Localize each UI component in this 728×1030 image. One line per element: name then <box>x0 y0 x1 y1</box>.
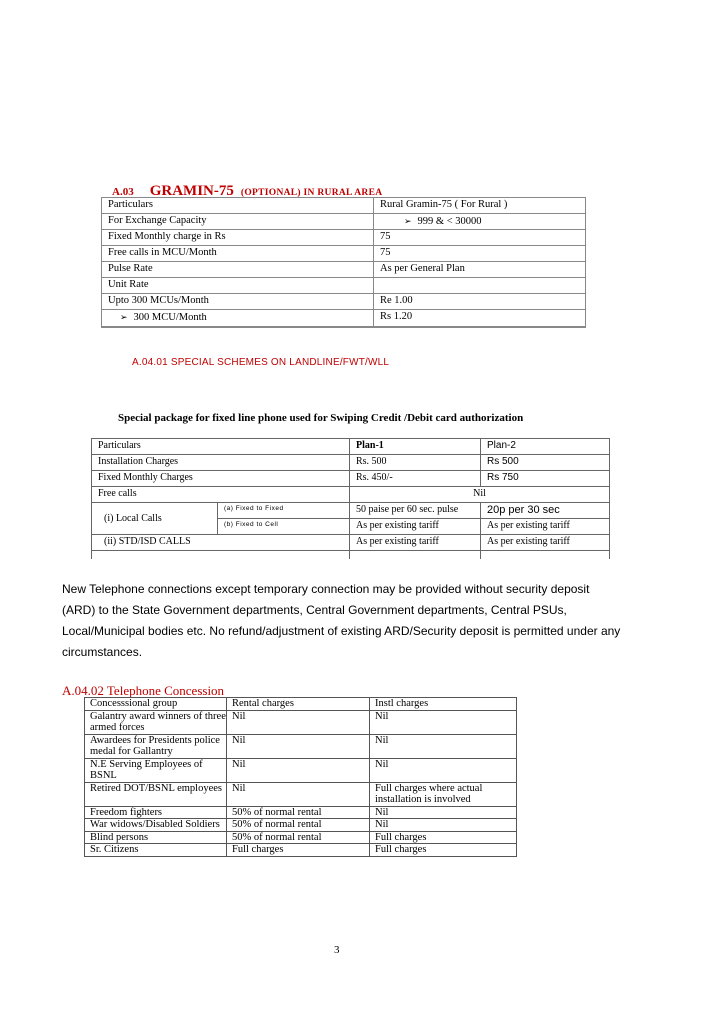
table-row <box>85 819 517 832</box>
table-cell: Full charges where actual installation is involved <box>370 782 517 806</box>
table-cell: Free calls in MCU/Month <box>102 246 374 262</box>
table-cell: (a) Fixed to Fixed <box>218 503 350 519</box>
table-cell: Plan-2 <box>481 439 610 455</box>
table-cell <box>374 278 586 294</box>
table-cell: 50% of normal rental <box>227 831 370 844</box>
table-cell: Upto 300 MCUs/Month <box>102 294 374 310</box>
section-subtitle: (OPTIONAL) IN RURAL AREA <box>240 188 383 198</box>
table-cell: Retired DOT/BSNL employees <box>85 782 227 806</box>
table-cell: Particulars <box>92 439 350 455</box>
table-row <box>92 535 610 551</box>
table-row <box>92 439 610 455</box>
table-row <box>102 294 586 310</box>
table-row <box>92 487 610 503</box>
table-cell: War widows/Disabled Soldiers <box>85 819 227 832</box>
table-cell: Fixed Monthly charge in Rs <box>102 230 374 246</box>
table-cell: Nil <box>227 710 370 734</box>
table-cell: Sr. Citizens <box>85 844 227 857</box>
table-cell: Nil <box>227 734 370 758</box>
table-row <box>102 278 586 294</box>
table-cell: Rural Gramin-75 ( For Rural ) <box>374 198 586 214</box>
table-cell: ➢ 999 & < 30000 <box>374 214 586 230</box>
table-row <box>85 782 517 806</box>
security-deposit-paragraph: New Telephone connections except temporary connection may be provided without security deposit (ARD) to the State Government departments, Central Government departments, Central PSUs, Local/Municipal bodies etc. No refund/adjustment of existing ARD/Security deposit is permitted under any circumstances. <box>62 582 621 659</box>
table-cell: 20p per 30 sec <box>481 503 610 519</box>
section-a0402-heading: A.04.02 Telephone Concession <box>62 683 225 698</box>
table-row <box>102 214 586 230</box>
table-cell: As per existing tariff <box>481 535 610 551</box>
table-cell: Nil <box>370 819 517 832</box>
table-cell <box>92 551 350 560</box>
table-cell: Nil <box>227 782 370 806</box>
table-row <box>102 310 586 328</box>
table-cell: Rs. 500 <box>350 455 481 471</box>
concession-table <box>84 697 517 857</box>
table-cell: Rs. 450/- <box>350 471 481 487</box>
table-cell: Unit Rate <box>102 278 374 294</box>
table-cell: (b) Fixed to Cell <box>218 519 350 535</box>
table-row <box>102 246 586 262</box>
arrow-bullet-icon: ➢ <box>404 216 412 226</box>
table-cell: Nil <box>227 758 370 782</box>
table-cell: Nil <box>370 758 517 782</box>
table-cell: 75 <box>374 246 586 262</box>
table-cell: Nil <box>370 806 517 819</box>
table-cell: Full charges <box>370 844 517 857</box>
table-cell: Fixed Monthly Charges <box>92 471 350 487</box>
section-code: A.03 <box>112 186 134 198</box>
table-cell: Nil <box>350 487 610 503</box>
table-cell: Free calls <box>92 487 350 503</box>
table-cell: Nil <box>370 710 517 734</box>
table-cell <box>481 551 610 560</box>
table-row <box>85 758 517 782</box>
table-row <box>92 455 610 471</box>
table-cell: Awardees for Presidents police medal for Gallantry <box>85 734 227 758</box>
table-cell: 50% of normal rental <box>227 819 370 832</box>
table-cell: Rental charges <box>227 698 370 711</box>
arrow-bullet-icon: ➢ <box>120 312 128 322</box>
table-row <box>102 198 586 214</box>
table-cell: Plan-1 <box>350 439 481 455</box>
table-cell: Re 1.00 <box>374 294 586 310</box>
table-cell: Nil <box>370 734 517 758</box>
table-cell: Full charges <box>227 844 370 857</box>
table-cell: N.E Serving Employees of BSNL <box>85 758 227 782</box>
section-name: GRAMIN-75 <box>149 183 234 199</box>
table-row <box>85 831 517 844</box>
table-row <box>85 844 517 857</box>
table-cell: (i) Local Calls <box>92 503 218 535</box>
table-cell: 50 paise per 60 sec. pulse <box>350 503 481 519</box>
table-cell: Full charges <box>370 831 517 844</box>
table-row <box>85 710 517 734</box>
table-cell: As per existing tariff <box>350 535 481 551</box>
table-cell: As per existing tariff <box>481 519 610 535</box>
table-cell: Galantry award winners of three armed forces <box>85 710 227 734</box>
table-cell: For Exchange Capacity <box>102 214 374 230</box>
table-cell: Rs 1.20 <box>374 310 586 328</box>
table-row <box>92 471 610 487</box>
table-cell: Blind persons <box>85 831 227 844</box>
section-a0401-heading: A.04.01 SPECIAL SCHEMES ON LANDLINE/FWT/WLL <box>132 357 390 368</box>
table-cell: Particulars <box>102 198 374 214</box>
table-cell: Rs 750 <box>481 471 610 487</box>
table-row <box>102 262 586 278</box>
table-cell: Instl charges <box>370 698 517 711</box>
package-title: Special package for fixed line phone used for Swiping Credit /Debit card authorization <box>118 412 524 424</box>
table-cell: Pulse Rate <box>102 262 374 278</box>
table-row <box>102 230 586 246</box>
swipe-package-table <box>91 438 610 559</box>
table-row <box>85 734 517 758</box>
table-cell: Freedom fighters <box>85 806 227 819</box>
page-number: 3 <box>334 944 340 956</box>
table-row <box>85 806 517 819</box>
table-cell: 50% of normal rental <box>227 806 370 819</box>
table-cell: Rs 500 <box>481 455 610 471</box>
table-row <box>92 503 610 519</box>
table-cell <box>350 551 481 560</box>
table-row <box>92 551 610 560</box>
table-cell: As per General Plan <box>374 262 586 278</box>
table-row <box>85 698 517 711</box>
gramin-table <box>101 197 586 328</box>
table-cell: ➢ 300 MCU/Month <box>102 310 374 328</box>
table-cell: Concesssional group <box>85 698 227 711</box>
table-cell: 75 <box>374 230 586 246</box>
table-cell: As per existing tariff <box>350 519 481 535</box>
table-cell: Installation Charges <box>92 455 350 471</box>
table-cell: (ii) STD/ISD CALLS <box>92 535 350 551</box>
